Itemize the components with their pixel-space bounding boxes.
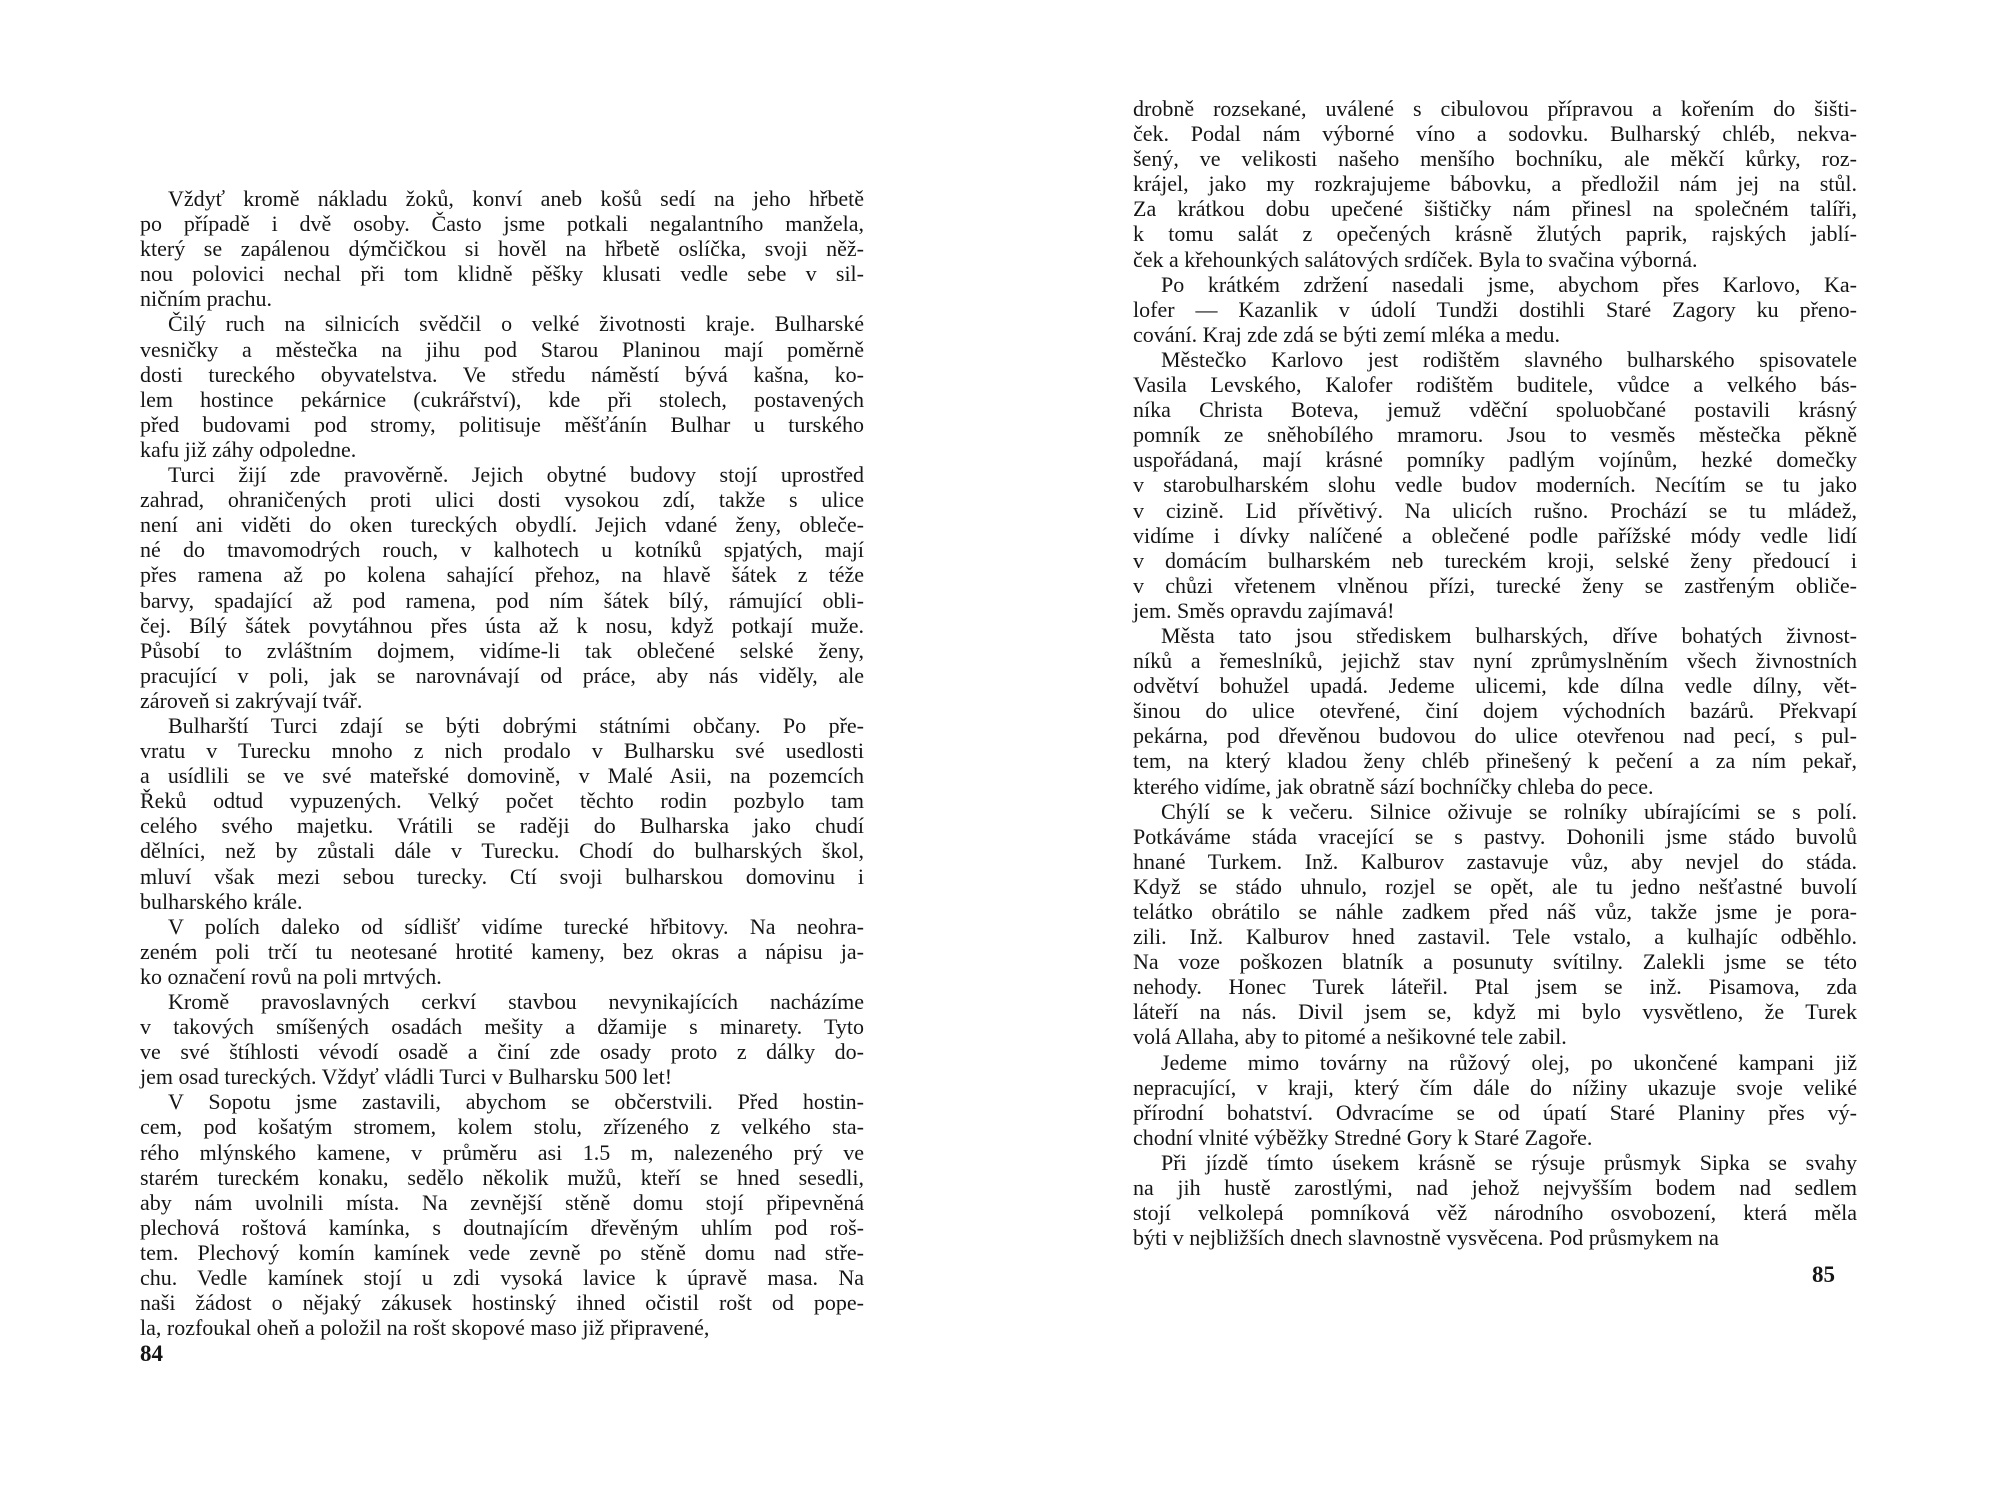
text-line: barvy, spadající až pod ramena, pod ním šátek bílý, rámující obli- <box>140 587 864 613</box>
text-line: jem osad tureckých. Vždyť vládli Turci v Bulharsku 500 let! <box>140 1064 673 1090</box>
text-line: drobně rozsekané, uválené s cibulovou přípravou a kořením do šišti- <box>1133 96 1857 121</box>
text-line: Městečko Karlovo jest rodištěm slavného bulharského spisovatele <box>1161 346 1857 372</box>
right-page-number: 85 <box>1812 1262 1835 1287</box>
text-line: nou polovici nechal při tom klidně pěšky klusati vedle sebe v sil- <box>140 261 864 287</box>
text-line: naši žádost o nějaký zákusek hostinský ihned očistil rošt od pope- <box>140 1290 864 1316</box>
text-line: přírodní bohatství. Odvracíme se od úpatí Staré Planiny přes vý- <box>1133 1099 1857 1125</box>
text-line: Kromě pravoslavných cerkví stavbou nevynikajících nacházíme <box>168 989 864 1014</box>
text-line: zeném poli trčí tu neotesané hrotité kameny, bez okras a nápisu ja- <box>140 938 864 964</box>
text-line: ček a křehounkých salátových srdíček. Byla to svačina výborná. <box>1133 246 1698 272</box>
text-line: dosti tureckého obyvatelstva. Ve středu náměstí bývá kašna, ko- <box>140 361 864 387</box>
text-line: bulharského krále. <box>140 888 303 914</box>
paragraph <box>140 989 864 1089</box>
text-line: starém tureckém konaku, sedělo několik mužů, kteří se hned sesedli, <box>140 1164 864 1190</box>
text-line: la, rozfoukal oheň a položil na rošt skopové maso již připravené, <box>140 1315 710 1341</box>
text-line: ničním prachu. <box>140 286 272 312</box>
text-line: uspořádaná, mají krásné pomníky padlým vojínům, hezké domečky <box>1133 447 1857 473</box>
text-line: Potkáváme stáda vracející se s pastvy. Dohonili jsme stádo buvolů <box>1133 823 1857 849</box>
text-line: pracující v poli, jak se narovnávají od práce, aby nás viděly, ale <box>140 662 864 688</box>
text-line: jem. Směs opravdu zajímavá! <box>1133 597 1395 623</box>
text-line: aby nám uvolnili místa. Na zevnější stěně domu stojí připevněná <box>140 1189 864 1215</box>
text-line: dělníci, než by zůstali dále v Turecku. Chodí do bulharských škol, <box>140 838 864 864</box>
text-line: Vasila Levského, Kalofer rodištěm buditele, vůdce a velkého bás- <box>1133 372 1857 398</box>
paragraph <box>1133 623 1857 799</box>
text-line: Bulharští Turci zdají se býti dobrými státními občany. Po pře- <box>168 712 864 738</box>
text-line: odvětví bohužel upadá. Jedeme ulicemi, kde dílna vedle dílny, vět- <box>1133 673 1857 699</box>
paragraph <box>140 914 864 989</box>
text-line: V polích daleko od sídlišť vidíme turecké hřbitovy. Na neohra- <box>168 913 864 939</box>
text-line: Za krátkou dobu upečené šištičky nám přinesl na společném talíři, <box>1133 196 1857 222</box>
left-page-text <box>140 186 864 1340</box>
paragraph <box>140 713 864 914</box>
text-line: pomník ze sněhobílého mramoru. Jsou to vesměs městečka pěkně <box>1133 422 1857 448</box>
paragraph <box>140 1089 864 1340</box>
text-line: níka Christa Boteva, jemuž vděční spoluobčané postavili krásný <box>1133 397 1857 423</box>
text-line: Vždyť kromě nákladu žoků, konví aneb košů sedí na jeho hřbetě <box>168 186 864 211</box>
text-line: nepracující, v kraji, který čím dále do nížiny ukazuje svoje veliké <box>1133 1074 1857 1100</box>
text-line: Jedeme mimo továrny na růžový olej, po ukončené kampani již <box>1161 1049 1857 1075</box>
text-line: chu. Vedle kamínek stojí u zdi vysoká lavice k úpravě masa. Na <box>140 1265 864 1291</box>
paragraph <box>1133 1050 1857 1150</box>
text-line: k tomu salát z opečených krásně žlutých paprik, rajských jablí- <box>1133 221 1857 247</box>
text-line: cem, pod košatým stromem, kolem stolu, zřízeného z velkého sta- <box>140 1114 864 1140</box>
text-line: Chýlí se k večeru. Silnice oživuje se rolníky ubírajícími se s polí. <box>1161 798 1857 824</box>
text-line: vratu v Turecku mnoho z nich prodalo v Bulharsku své usedlosti <box>140 738 864 764</box>
text-line: né do tmavomodrých rouch, v kalhotech u kotníků spjatých, mají <box>140 537 864 563</box>
text-line: láteří na nás. Divil jsem se, když mi bylo vysvětleno, že Turek <box>1133 999 1857 1025</box>
text-line: Po krátkém zdržení nasedali jsme, abychom přes Karlovo, Ka- <box>1161 271 1857 297</box>
paragraph <box>140 311 864 462</box>
text-line: V Sopotu jsme zastavili, abychom se občerstvili. Před hostin- <box>168 1089 864 1115</box>
text-line: býti v nejbližších dnech slavnostně vysvěcena. Pod průsmykem na <box>1133 1225 1719 1251</box>
text-line: zili. Inž. Kalburov hned zastavil. Tele vstalo, a kulhajíc odběhlo. <box>1133 924 1857 950</box>
text-line: po případě i dvě osoby. Často jsme potkali negalantního manžela, <box>140 211 864 237</box>
paragraph <box>1133 272 1857 347</box>
text-line: kterého vidíme, jak obratně sází bochníčky chleba do pece. <box>1133 773 1654 799</box>
paragraph <box>140 462 864 713</box>
text-line: krájel, jako my rozkrajujeme bábovku, a předložil nám jej na stůl. <box>1133 171 1857 197</box>
text-line: cování. Kraj zde zdá se býti zemí mléka a medu. <box>1133 321 1560 347</box>
text-line: Města tato jsou střediskem bulharských, dříve bohatých živnost- <box>1161 622 1857 648</box>
text-line: v cizině. Lid přívětivý. Na ulicích rušno. Prochází se tu mládež, <box>1133 497 1857 523</box>
text-line: v chůzi vřetenem vlněnou přízi, turecké ženy se zastřeným obliče- <box>1133 572 1857 598</box>
paragraph <box>1133 96 1857 272</box>
text-line: ček. Podal nám výborné víno a sodovku. Bulharský chléb, nekva- <box>1133 121 1857 147</box>
text-line: chodní vlnité výběžky Stredné Gory k Staré Zagoře. <box>1133 1124 1593 1150</box>
text-line: ve své štíhlosti vévodí osadě a činí zde osady proto z dálky do- <box>140 1039 864 1065</box>
text-line: tem, na který kladou ženy chléb přinešený k pečení a za ním pekař, <box>1133 748 1857 774</box>
paragraph <box>140 186 864 311</box>
right-page-text <box>1133 96 1857 1250</box>
text-line: Řeků odtud vypuzených. Velký počet těchto rodin pozbylo tam <box>140 788 864 814</box>
text-line: v domácím bulharském neb tureckém kroji, selské ženy předoucí i <box>1133 547 1857 573</box>
text-line: čej. Bílý šátek povytáhnou přes ústa až k nosu, když potkají muže. <box>140 612 864 638</box>
text-line: vesničky a městečka na jihu pod Starou Planinou mají poměrně <box>140 336 864 362</box>
text-line: lofer — Kazanlik v údolí Tundži dostihli Staré Zagory ku přeno- <box>1133 296 1857 322</box>
text-line: nehody. Honec Turek láteřil. Ptal jsem se inž. Pisamova, zda <box>1133 974 1857 1000</box>
text-line: není ani viděti do oken tureckých obydlí. Jejich vdané ženy, obleče- <box>140 512 864 538</box>
text-line: tem. Plechový komín kamínek vede zevně po stěně domu nad stře- <box>140 1239 864 1265</box>
text-line: vidíme i dívky nalíčené a oblečené podle pařížské módy vedle lidí <box>1133 522 1857 548</box>
text-line: stojí velkolepá pomníková věž národního osvobození, která měla <box>1133 1200 1857 1226</box>
text-line: Když se stádo uhnulo, rozjel se opět, ale tu jedno nešťastné buvolí <box>1133 873 1857 899</box>
text-line: celého svého majetku. Vrátili se raději do Bulharska jako chudí <box>140 813 864 839</box>
text-line: lem hostince pekárnice (cukrářství), kde při stolech, postavených <box>140 386 864 412</box>
text-line: kafu již záhy odpoledne. <box>140 436 357 462</box>
text-line: plechová roštová kamínka, s doutnajícím dřevěným uhlím pod roš- <box>140 1214 864 1240</box>
paragraph <box>1133 347 1857 623</box>
paragraph <box>1133 1150 1857 1250</box>
text-line: volá Allaha, aby to pitomé a nešikovné tele zabil. <box>1133 1024 1567 1050</box>
text-line: před budovami pod stromy, politisuje měšťánín Bulhar u turského <box>140 411 864 437</box>
text-line: telátko obrátilo se náhle zadkem před náš vůz, takže jsme je pora- <box>1133 899 1857 924</box>
text-line: Čilý ruch na silnicích svědčil o velké životnosti kraje. Bulharské <box>168 311 864 337</box>
text-line: níků a řemeslníků, jejichž stav nyní zprůmyslněním všech živnostních <box>1133 648 1857 674</box>
text-line: rého mlýnského kamene, v průměru asi 1.5 m, nalezeného prý ve <box>140 1139 864 1165</box>
text-line: Působí to zvláštním dojmem, vidíme-li tak oblečené selské ženy, <box>140 637 864 663</box>
text-line: v starobulharském slohu vedle budov moderních. Necítím se tu jako <box>1133 472 1857 498</box>
text-line: hnané Turkem. Inž. Kalburov zastavuje vůz, aby nevjel do stáda. <box>1133 848 1857 874</box>
text-line: Při jízdě tímto úsekem krásně se rýsuje průsmyk Sipka se svahy <box>1161 1149 1857 1175</box>
text-line: Na voze poškozen blatník a posunuty svítilny. Zalekli jsme se této <box>1133 949 1857 975</box>
text-line: v takových smíšených osadách mešity a džamije s minarety. Tyto <box>140 1014 864 1040</box>
left-page-number: 84 <box>140 1341 163 1366</box>
text-line: ko označení rovů na poli mrtvých. <box>140 963 442 989</box>
text-line: šinou do ulice otevřené, činí dojem východních bazárů. Překvapí <box>1133 698 1857 724</box>
text-line: který se zapálenou dýmčičkou si hověl na hřbetě oslíčka, svoji něž- <box>140 236 864 262</box>
text-line: přes ramena až po kolena sahající přehoz, na hlavě šátek z téže <box>140 562 864 588</box>
text-line: na jih hustě zarostlými, nad jehož nejvyšším bodem nad sedlem <box>1133 1175 1857 1201</box>
text-line: a usídlili se ve své mateřské domovině, v Malé Asii, na pozemcích <box>140 763 864 789</box>
text-line: zahrad, ohraničených proti ulici dosti vysokou zdí, takže s ulice <box>140 487 864 513</box>
text-line: Turci žijí zde pravověrně. Jejich obytné budovy stojí uprostřed <box>168 462 864 488</box>
text-line: šený, ve velikosti našeho menšího bochníku, ale měkčí kůrky, roz- <box>1133 146 1857 172</box>
text-line: pekárna, pod dřevěnou budovou do ulice otevřenou nad pecí, s pul- <box>1133 723 1857 749</box>
text-line: mluví však mezi sebou turecky. Ctí svoji bulharskou domovinu i <box>140 863 864 889</box>
paragraph <box>1133 799 1857 1050</box>
text-line: zároveň si zakrývají tvář. <box>140 687 363 713</box>
